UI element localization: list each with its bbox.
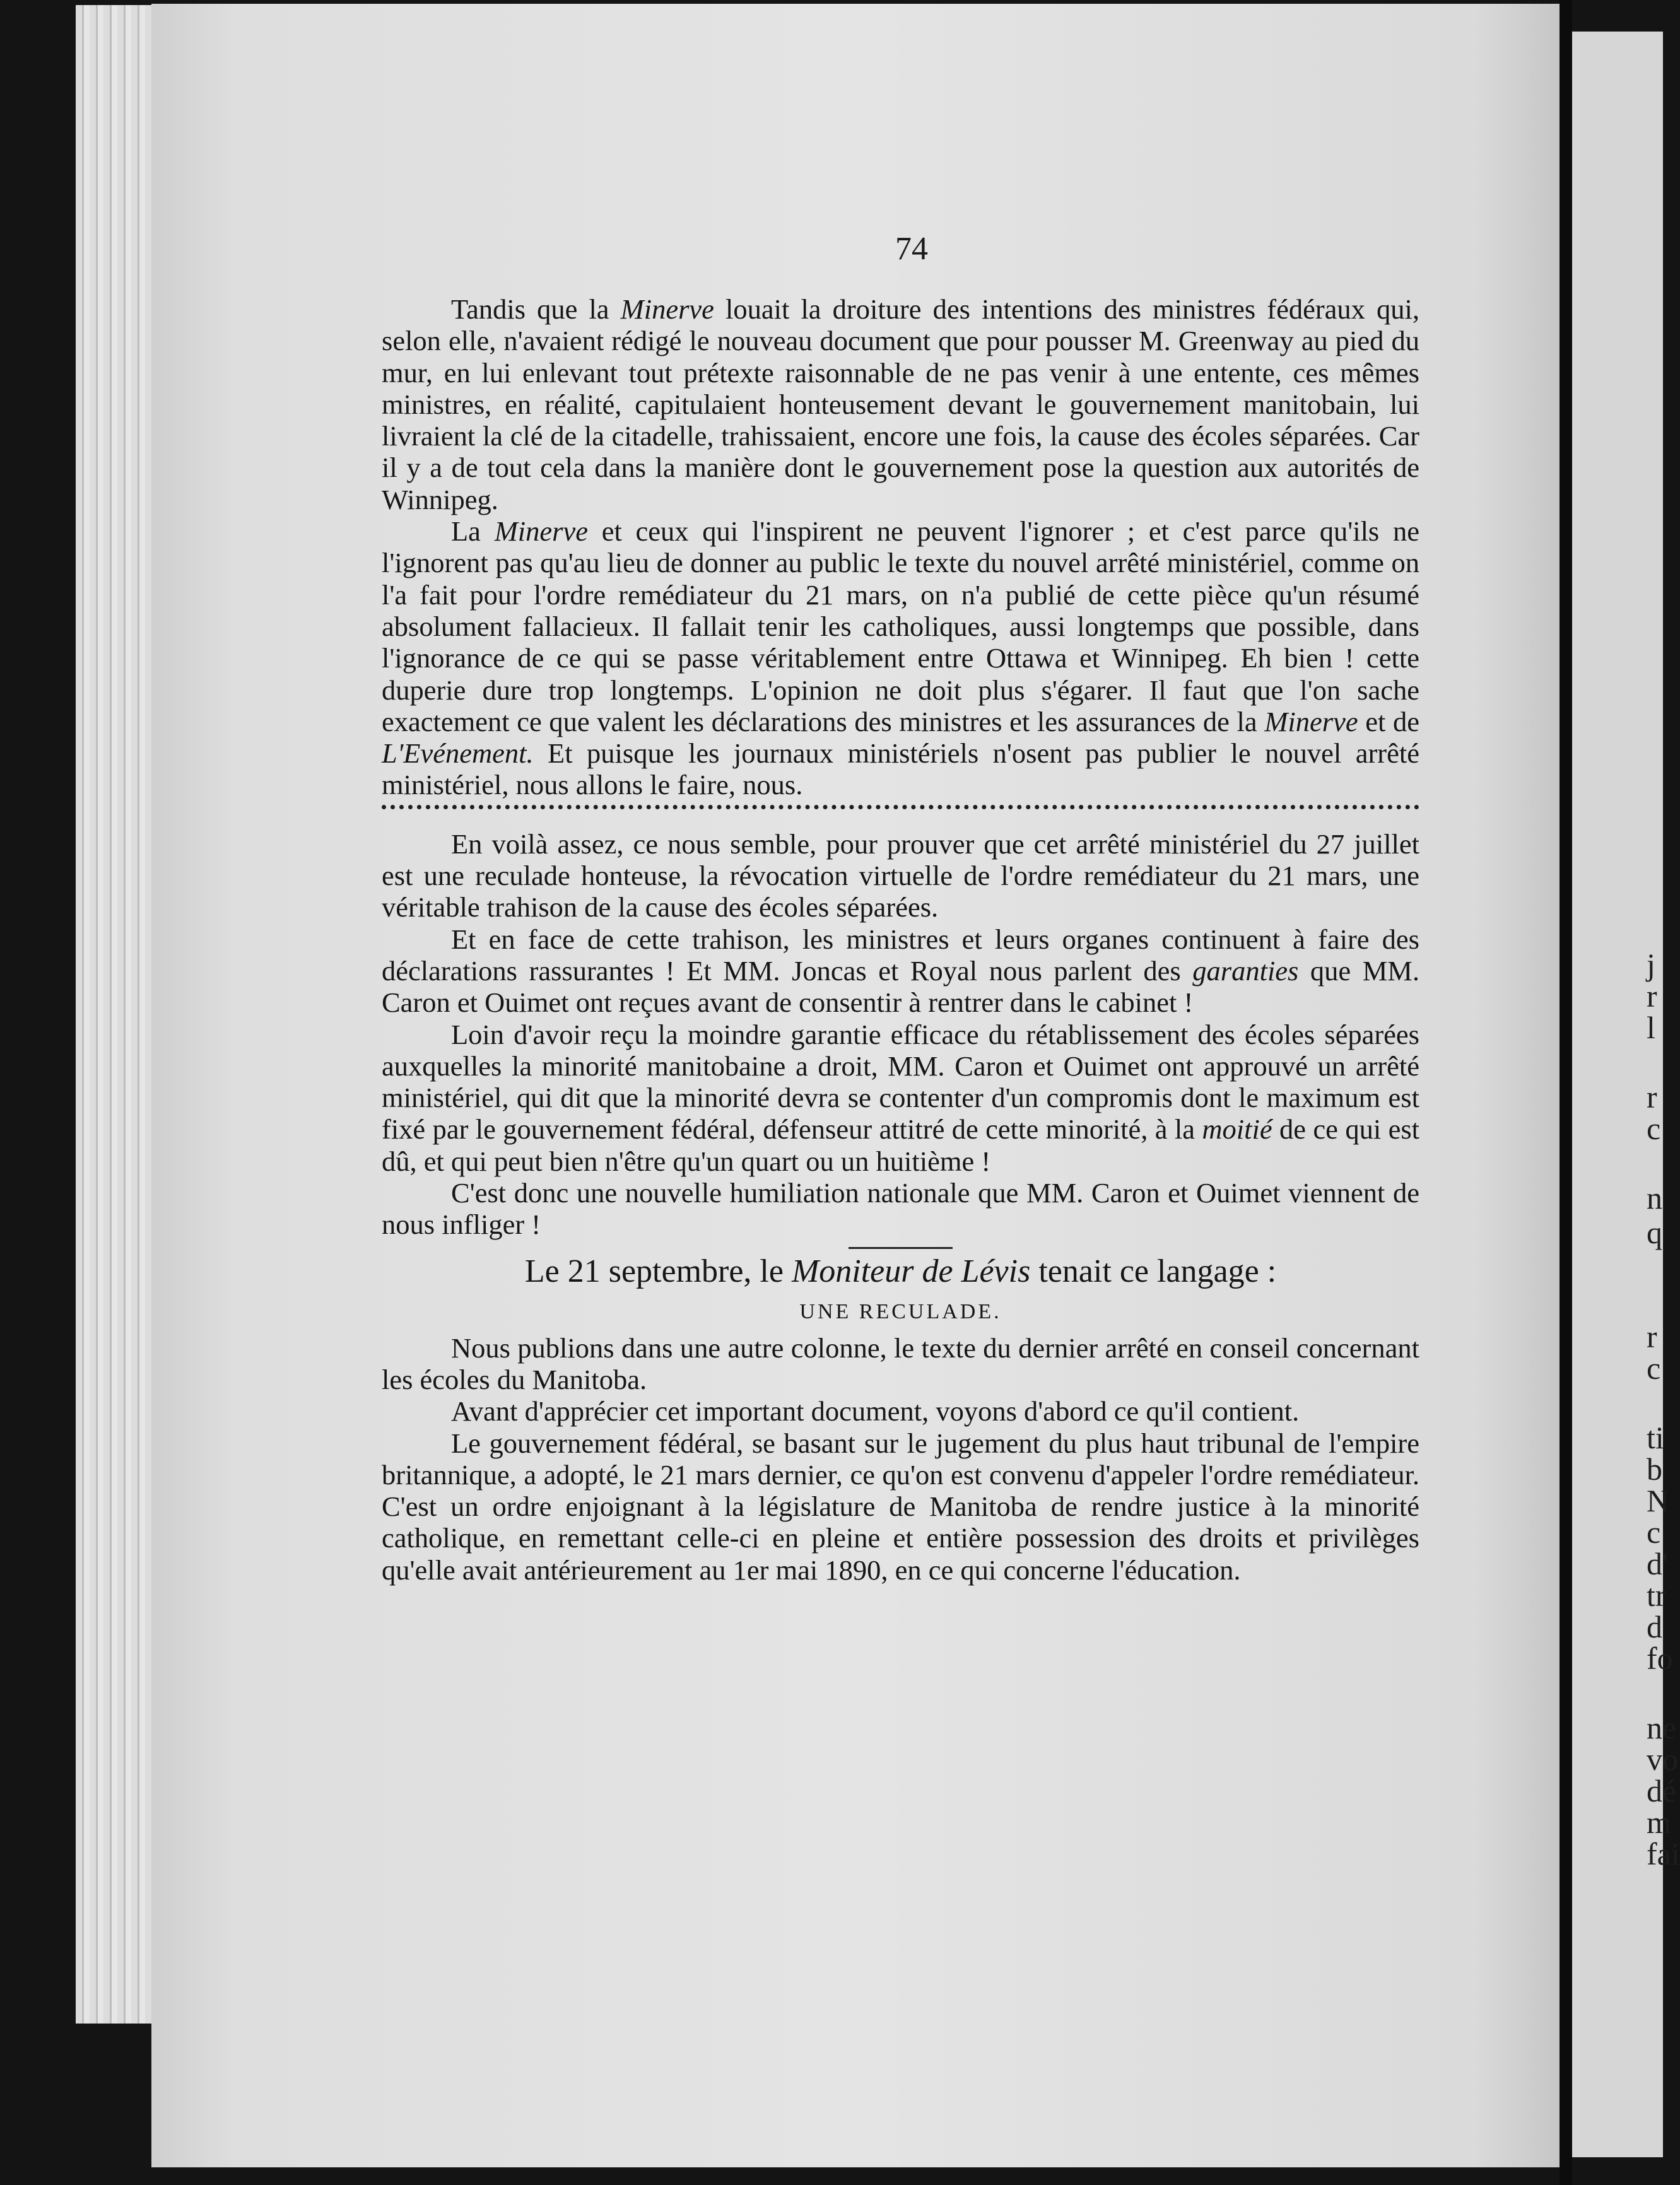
adjacent-fragment: r: [1647, 1319, 1657, 1354]
paragraph-1: [382, 293, 1419, 515]
italic-word: garanties: [1192, 954, 1299, 987]
text-span: que MM. Caron et Ouimet ont reçues avant de consentir à rentrer dans le cabinet !: [382, 954, 1419, 1019]
adjacent-fragment: N: [1647, 1483, 1670, 1518]
italic-title: Minerve: [620, 293, 714, 325]
adjacent-fragment: m: [1647, 1805, 1671, 1840]
quoted-paragraph-2: Avant d'apprécier cet important document, voyons d'abord ce qu'il contient.: [451, 1395, 1300, 1427]
adjacent-fragment: fo: [1647, 1641, 1673, 1676]
italic-title: Moniteur de Lévis: [791, 1253, 1031, 1289]
short-divider: [849, 1247, 953, 1249]
paragraph-3: En voilà assez, ce nous semble, pour prouver que cet arrêté ministériel du 27 juillet est une reculade honteuse, la révocation virtuelle de l'ordre remédiateur du 21 mars, une véritable trahison de la cause des écoles séparées.: [382, 828, 1419, 923]
adjacent-fragment: q: [1647, 1215, 1662, 1250]
adjacent-fragment: tr: [1647, 1578, 1666, 1613]
page-text-block: [382, 293, 1419, 1586]
adjacent-fragment: j: [1647, 947, 1655, 982]
italic-title: Minerve: [1264, 705, 1358, 737]
text-span: louait la droiture des intentions des ministres fédéraux qui, selon elle, n'avaient rédigé le nouveau document que pour pousser M. Greenway au pied du mur, en lui enlevant tout prétexte raisonnable de ne pas venir à une entente, ces mêmes ministres, en réalité, capitulaient honteusement devant le gouvernement manitobain, lui livraient la clé de la citadelle, trahissaient, encore une fois, la cause des écoles séparées. Car il y a de tout cela dans la manière dont le gouvernement pose la question aux autorités de Winnipeg.: [382, 293, 1420, 515]
text-span: Le 21 septembre, le: [524, 1253, 792, 1289]
paragraph-6: C'est donc une nouvelle humiliation nationale que MM. Caron et Ouimet viennent de nous infliger !: [382, 1177, 1419, 1241]
adjacent-fragment: c: [1647, 1111, 1661, 1146]
adjacent-fragment: dé: [1647, 1773, 1677, 1808]
adjacent-page-edge: [1572, 32, 1680, 2157]
text-span: La: [451, 515, 495, 548]
adjacent-fragment: d': [1647, 1546, 1669, 1581]
text-span: Tandis que la: [451, 293, 621, 325]
page-number: 74: [895, 231, 928, 267]
text-span: de ce qui est dû, et qui peut bien n'être qu'un quart ou un huitième !: [382, 1113, 1419, 1177]
section-heading: UNE RECULADE.: [799, 1299, 1002, 1323]
text-span: tenait ce langage :: [1030, 1253, 1277, 1289]
adjacent-fragment: c: [1647, 1514, 1661, 1550]
adjacent-fragment: n: [1647, 1180, 1662, 1216]
adjacent-fragment: ne: [1647, 1710, 1677, 1745]
dotted-separator: [382, 805, 1419, 809]
adjacent-fragment: d: [1647, 1609, 1662, 1644]
quoted-paragraph-1: Nous publions dans une autre colonne, le texte du dernier arrêté en conseil concernant les écoles du Manitoba.: [382, 1332, 1419, 1395]
adjacent-fragment: l: [1647, 1010, 1655, 1045]
adjacent-fragment: ti: [1647, 1420, 1664, 1455]
italic-title: L'Evénement.: [382, 737, 534, 770]
page-stack-edges: [76, 5, 151, 2024]
paragraph-2: [382, 515, 1419, 801]
text-span: et de: [1358, 705, 1419, 737]
adjacent-fragment: fai: [1647, 1836, 1680, 1872]
quote-lead-line: [382, 1254, 1419, 1289]
text-span: Et en face de cette trahison, les ministres et leurs organes continuent à faire des déclarations rassurantes ! Et MM. Joncas et Royal nous parlent des: [382, 923, 1419, 987]
quoted-paragraph-3: Le gouvernement fédéral, se basant sur le jugement du plus haut tribunal de l'empire britannique, a adopté, le 21 mars dernier, ce qu'on est convenu d'appeler l'ordre remédiateur. C'est un ordre enjoignant à la législature de Manitoba de rendre justice à la minorité catholique, en remettant celle-ci en pleine et entière possession des droits et privilèges qu'elle avait antérieurement au 1er mai 1890, en ce qui concerne l'éducation.: [382, 1427, 1419, 1586]
text-span: Et puisque les journaux ministériels n'osent pas publier le nouvel arrêté ministériel, nous allons le faire, nous.: [382, 737, 1419, 801]
paragraph-5: [382, 1019, 1419, 1177]
book-gutter: [1560, 0, 1572, 2185]
italic-title: Minerve: [494, 515, 588, 548]
text-span: Loin d'avoir reçu la moindre garantie efficace du rétablissement des écoles séparées auxquelles la minorité manitobaine a droit, MM. Caron et Ouimet ont approuvé un arrêté ministériel, qui dit que la minorité devra se contenter d'un compromis dont le maximum est fixé par le gouvernement fédéral, défenseur attitré de cette minorité, à la: [382, 1018, 1419, 1145]
paragraph-4: [382, 923, 1419, 1019]
adjacent-fragment: r: [1647, 1079, 1657, 1115]
text-span: et ceux qui l'inspirent ne peuvent l'ignorer ; et c'est parce qu'ils ne l'ignorent pas qu'au lieu de donner au public le texte du nouvel arrêté ministériel, comme on l'a fait pour l'ordre remédiateur du 21 mars, on n'a publié de cette pièce qu'un résumé absolument fallacieux. Il fallait tenir les catholiques, aussi longtemps que possible, dans l'ignorance de ce qui se passe véritablement entre Ottawa et Winnipeg. Eh bien ! cette duperie dure trop longtemps. L'opinion ne doit plus s'égarer. Il faut que l'on sache exactement ce que valent les déclarations des ministres et les assurances de la: [382, 515, 1419, 737]
adjacent-fragment: vo: [1647, 1742, 1678, 1777]
adjacent-fragment: c: [1647, 1350, 1661, 1386]
adjacent-fragment: b: [1647, 1451, 1662, 1487]
italic-word: moitié: [1202, 1113, 1272, 1145]
adjacent-fragment: r: [1647, 978, 1657, 1014]
